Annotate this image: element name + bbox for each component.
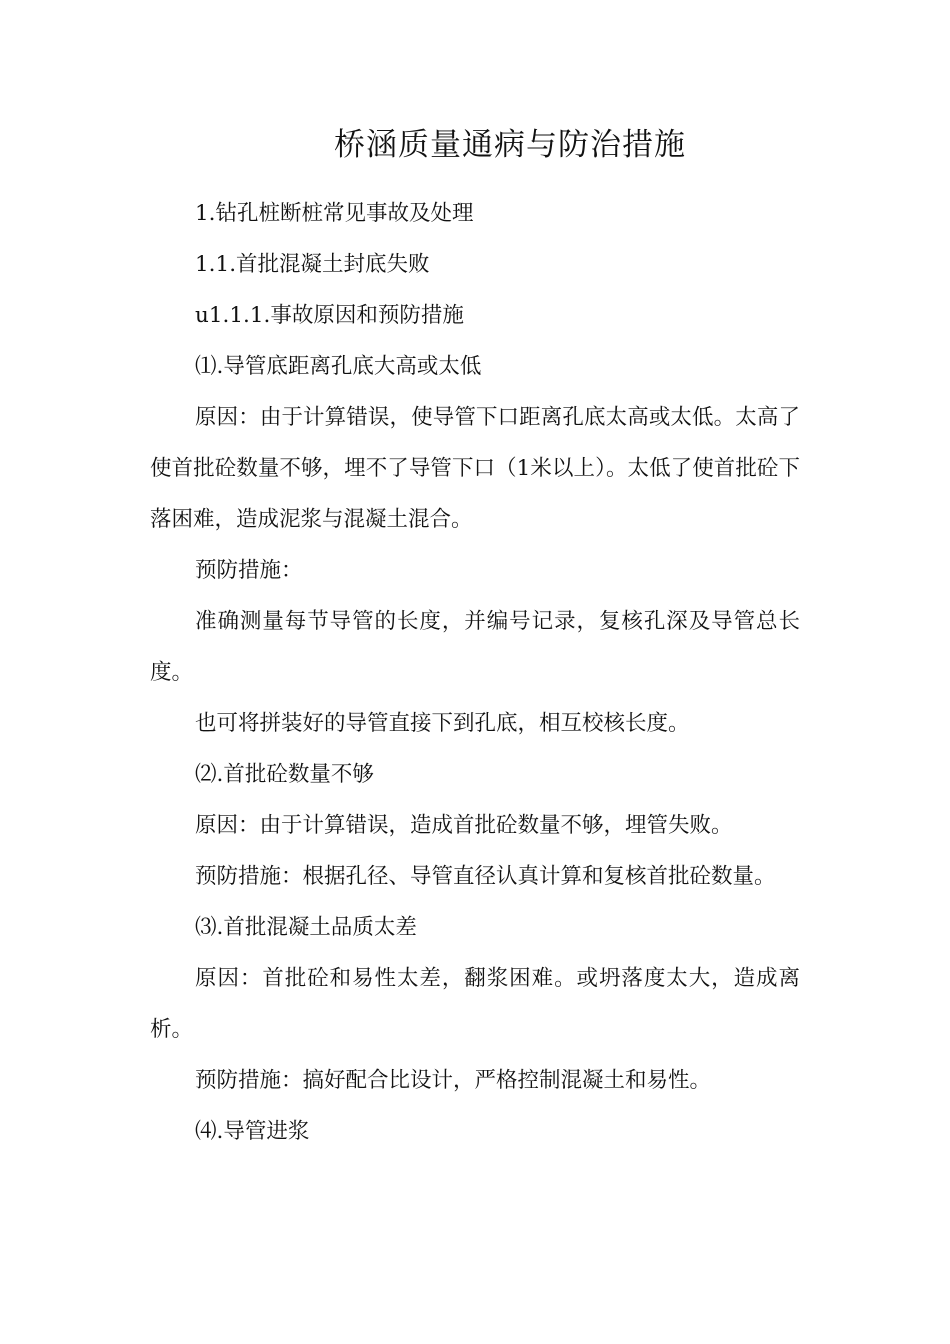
section-heading-1-1-1: u1.1.1.事故原因和预防措施 — [195, 303, 464, 328]
paragraph-cause-1: 原因：由于计算错误，使导管下口距离孔底太高或太低。太高了使首批砼数量不够，埋不了导管下口（1米以上）。太低了使首批砼下落困难，造成泥浆与混凝土混合。 — [150, 405, 800, 532]
section-heading-1-1: 1.1.首批混凝土封底失败 — [195, 252, 430, 277]
paragraph-prevention-1b: 也可将拼装好的导管直接下到孔底，相互校核长度。 — [195, 711, 690, 736]
paragraph-prevention-1: 准确测量每节导管的长度，并编号记录，复核孔深及导管总长度。 — [150, 609, 800, 685]
paragraph-prevention-3: 预防措施：搞好配合比设计，严格控制混凝土和易性。 — [195, 1068, 712, 1093]
paragraph-prevention-label: 预防措施： — [195, 558, 303, 583]
paragraph-prevention-2: 预防措施：根据孔径、导管直径认真计算和复核首批砼数量。 — [195, 864, 776, 889]
item-heading-3: ⑶.首批混凝土品质太差 — [195, 915, 417, 940]
paragraph-cause-3: 原因：首批砼和易性太差，翻浆困难。或坍落度太大，造成离析。 — [150, 966, 800, 1042]
item-heading-2: ⑵.首批砼数量不够 — [195, 762, 374, 787]
section-heading-1: 1.钻孔桩断桩常见事故及处理 — [195, 201, 474, 226]
document-body — [150, 188, 800, 1157]
item-heading-4: ⑷.导管进浆 — [195, 1119, 310, 1144]
document-title: 桥涵质量通病与防治措施 — [334, 127, 686, 163]
item-heading-1: ⑴.导管底距离孔底大高或太低 — [195, 354, 482, 379]
paragraph-cause-2: 原因：由于计算错误，造成首批砼数量不够，埋管失败。 — [195, 813, 733, 838]
